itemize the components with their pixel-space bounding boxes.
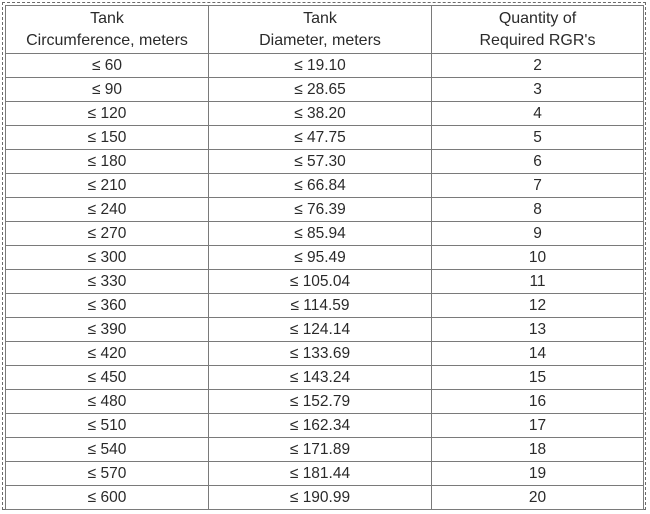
table-row: [6, 390, 644, 414]
cell-diameter: ≤ 190.99: [209, 486, 432, 510]
header-line: Quantity of: [498, 9, 577, 27]
cell-quantity: 19: [432, 462, 644, 486]
table-header-row: [6, 6, 644, 54]
header-line: Tank: [90, 9, 124, 27]
cell-diameter: ≤ 162.34: [209, 414, 432, 438]
cell-circumference: ≤ 540: [6, 438, 209, 462]
cell-circumference: ≤ 90: [6, 78, 209, 102]
table-body: [6, 54, 644, 510]
cell-quantity: 14: [432, 342, 644, 366]
cell-diameter: ≤ 57.30: [209, 150, 432, 174]
cell-diameter: ≤ 114.59: [209, 294, 432, 318]
header-line: Diameter, meters: [259, 31, 381, 49]
header-line: Circumference, meters: [26, 31, 188, 49]
table-row: [6, 222, 644, 246]
table-row: [6, 150, 644, 174]
cell-diameter: ≤ 171.89: [209, 438, 432, 462]
cell-diameter: ≤ 95.49: [209, 246, 432, 270]
table-row: [6, 102, 644, 126]
cell-quantity: 11: [432, 270, 644, 294]
cell-quantity: 9: [432, 222, 644, 246]
cell-diameter: ≤ 19.10: [209, 54, 432, 78]
cell-quantity: 17: [432, 414, 644, 438]
cell-quantity: 20: [432, 486, 644, 510]
table-row: [6, 438, 644, 462]
cell-circumference: ≤ 330: [6, 270, 209, 294]
cell-quantity: 18: [432, 438, 644, 462]
header-circumference: [6, 6, 209, 54]
header-diameter: [209, 6, 432, 54]
cell-circumference: ≤ 120: [6, 102, 209, 126]
cell-circumference: ≤ 510: [6, 414, 209, 438]
cell-diameter: ≤ 124.14: [209, 318, 432, 342]
table-row: [6, 342, 644, 366]
cell-circumference: ≤ 450: [6, 366, 209, 390]
cell-quantity: 5: [432, 126, 644, 150]
table-row: [6, 366, 644, 390]
header-quantity: [432, 6, 644, 54]
cell-quantity: 4: [432, 102, 644, 126]
table-row: [6, 246, 644, 270]
cell-circumference: ≤ 390: [6, 318, 209, 342]
cell-quantity: 2: [432, 54, 644, 78]
cell-circumference: ≤ 600: [6, 486, 209, 510]
cell-circumference: ≤ 180: [6, 150, 209, 174]
cell-diameter: ≤ 76.39: [209, 198, 432, 222]
rgr-quantity-table: [5, 5, 644, 510]
cell-quantity: 16: [432, 390, 644, 414]
cell-circumference: ≤ 480: [6, 390, 209, 414]
cell-quantity: 6: [432, 150, 644, 174]
cell-diameter: ≤ 28.65: [209, 78, 432, 102]
table-row: [6, 198, 644, 222]
cell-quantity: 8: [432, 198, 644, 222]
cell-diameter: ≤ 152.79: [209, 390, 432, 414]
table-row: [6, 78, 644, 102]
cell-quantity: 7: [432, 174, 644, 198]
cell-diameter: ≤ 47.75: [209, 126, 432, 150]
cell-circumference: ≤ 570: [6, 462, 209, 486]
cell-circumference: ≤ 60: [6, 54, 209, 78]
table-row: [6, 270, 644, 294]
cell-quantity: 10: [432, 246, 644, 270]
cell-diameter: ≤ 38.20: [209, 102, 432, 126]
table-row: [6, 126, 644, 150]
cell-quantity: 12: [432, 294, 644, 318]
cell-circumference: ≤ 360: [6, 294, 209, 318]
cell-circumference: ≤ 300: [6, 246, 209, 270]
cell-diameter: ≤ 85.94: [209, 222, 432, 246]
table-row: [6, 486, 644, 510]
cell-circumference: ≤ 240: [6, 198, 209, 222]
table-row: [6, 462, 644, 486]
cell-diameter: ≤ 133.69: [209, 342, 432, 366]
cell-quantity: 3: [432, 78, 644, 102]
cell-quantity: 13: [432, 318, 644, 342]
cell-diameter: ≤ 66.84: [209, 174, 432, 198]
cell-circumference: ≤ 150: [6, 126, 209, 150]
table-row: [6, 174, 644, 198]
cell-circumference: ≤ 420: [6, 342, 209, 366]
cell-circumference: ≤ 270: [6, 222, 209, 246]
table-row: [6, 294, 644, 318]
header-line: Required RGR's: [479, 31, 596, 49]
table-row: [6, 54, 644, 78]
table-row: [6, 318, 644, 342]
header-line: Tank: [303, 9, 337, 27]
table-row: [6, 414, 644, 438]
cell-diameter: ≤ 143.24: [209, 366, 432, 390]
cell-circumference: ≤ 210: [6, 174, 209, 198]
cell-quantity: 15: [432, 366, 644, 390]
cell-diameter: ≤ 105.04: [209, 270, 432, 294]
cell-diameter: ≤ 181.44: [209, 462, 432, 486]
